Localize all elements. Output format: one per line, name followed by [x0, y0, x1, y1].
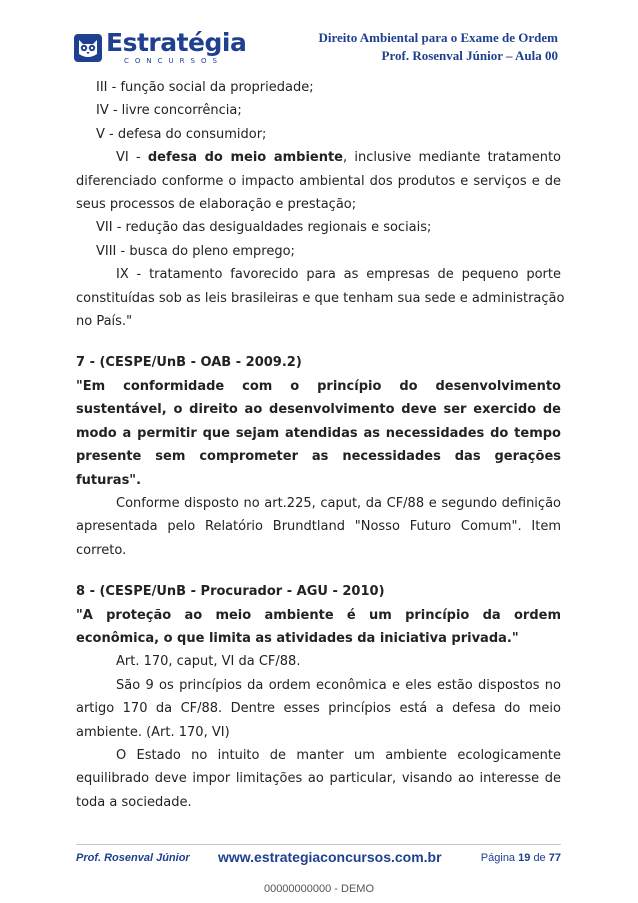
question-7-statement-3: modo a permitir que sejam atendidas as necessidades do tempo [76, 425, 561, 441]
question-8-answer-2: São 9 os princípios da ordem econômica e eles estão dispostos no [116, 677, 561, 693]
article-item-vi-highlight: defesa do meio ambiente [147, 150, 344, 166]
page-of: de [533, 852, 546, 864]
question-7-statement-2: sustentável, o direito ao desenvolvimento deve ser exercido de [76, 402, 561, 418]
page-current: 19 [518, 852, 531, 864]
logo-wordmark: Estratégia [106, 28, 247, 57]
question-8-answer-7: toda a sociedade. [76, 794, 192, 810]
article-item-ix-cont2: no País." [76, 314, 133, 330]
question-8-answer-3: artigo 170 da CF/88. Dentre esses princípios está a defesa do meio [76, 701, 561, 717]
document-body [76, 76, 565, 814]
article-item-ix: IX - tratamento favorecido para as empresas de pequeno porte [116, 267, 561, 283]
article-item-v: V - defesa do consumidor; [96, 126, 267, 142]
question-8-statement-1: "A proteção ao meio ambiente é um princípio da ordem [76, 607, 561, 623]
article-item-vi-cont2: seus processos de elaboração e prestação; [76, 197, 357, 213]
question-7-heading: 7 - (CESPE/UnB - OAB - 2009.2) [76, 355, 302, 371]
question-7-answer-3: correto. [76, 542, 127, 558]
article-item-viii: VIII - busca do pleno emprego; [96, 243, 295, 259]
question-8-heading: 8 - (CESPE/UnB - Procurador - AGU - 2010) [76, 584, 385, 600]
estrategia-logo [74, 28, 247, 70]
question-7-statement-4: presente sem comprometer as necessidades das gerações [76, 449, 561, 465]
question-8-answer-6: equilibrado deve impor limitações ao particular, visando ao interesse de [76, 771, 561, 787]
logo-subtext: CONCURSOS [124, 57, 223, 65]
owl-logo-icon [74, 34, 102, 62]
question-7-answer-1: Conforme disposto no art.225, caput, da CF/88 e segundo definição [116, 495, 561, 511]
article-item-iv: IV - livre concorrência; [96, 103, 242, 119]
question-7-answer-2: apresentada pelo Relatório Brundtland "Nosso Futuro Comum". Item [76, 519, 561, 535]
page-label: Página [480, 852, 516, 864]
spacer [76, 333, 561, 351]
article-item-vi-prefix: VI - [116, 150, 148, 166]
demo-watermark: 00000000000 - DEMO [263, 883, 375, 895]
question-8-statement-2: econômica, o que limita as atividades da iniciativa privada." [76, 630, 519, 646]
article-item-iii: III - função social da propriedade; [96, 80, 314, 95]
question-7-statement-5: futuras". [76, 472, 142, 488]
article-item-ix-cont1: constituídas sob as leis brasileiras e que tenham sua sede e administração [76, 290, 565, 306]
article-item-vi [76, 146, 561, 169]
footer-website-link[interactable]: www.estrategiaconcursos.com.br [218, 849, 442, 865]
course-title [318, 29, 558, 65]
question-8-answer-1: Art. 170, caput, VI da CF/88. [116, 654, 301, 670]
page-footer [76, 836, 561, 876]
page-header [0, 0, 638, 80]
article-item-vi-rest: , inclusive mediante tratamento [343, 150, 561, 166]
article-item-vi-cont1: diferenciado conforme o impacto ambiental dos produtos e serviços e de [76, 173, 561, 189]
footer-divider [76, 844, 561, 845]
question-8-answer-4: ambiente. (Art. 170, VI) [76, 724, 230, 740]
footer-author: Prof. Rosenval Júnior [76, 852, 190, 864]
question-8-answer-5: O Estado no intuito de manter um ambiente ecologicamente [116, 747, 561, 763]
course-title-line1: Direito Ambiental para o Exame de Ordem [318, 30, 558, 45]
page-total: 77 [548, 852, 561, 864]
spacer [76, 562, 561, 580]
article-item-vii: VII - redução das desigualdades regionais e sociais; [96, 220, 432, 236]
course-title-line2: Prof. Rosenval Júnior – Aula 00 [381, 48, 558, 63]
footer-page-number [481, 852, 561, 864]
question-7-statement-1: "Em conformidade com o princípio do desenvolvimento [76, 378, 561, 394]
